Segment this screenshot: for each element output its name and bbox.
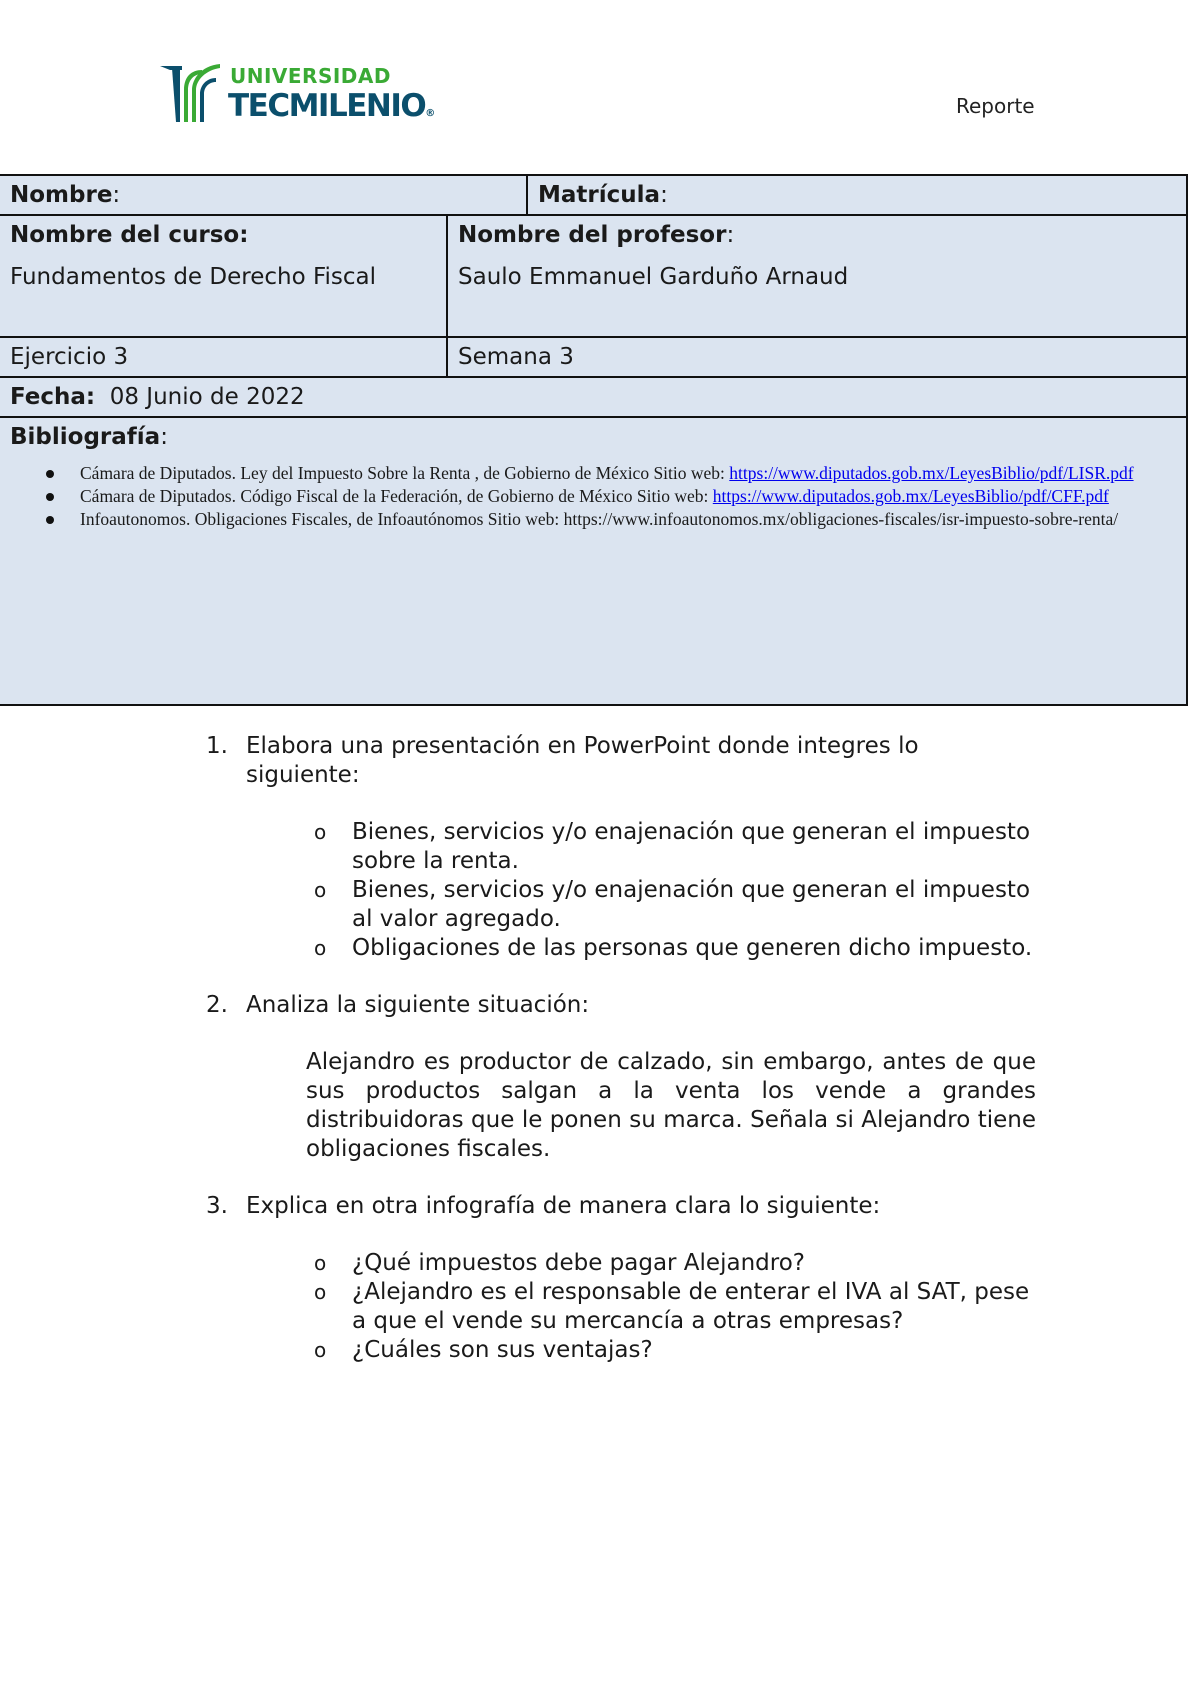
question-2: [206, 991, 1036, 1020]
question-number: 2.: [206, 992, 228, 1018]
bibliografia-link-cff[interactable]: https://www.diputados.gob.mx/LeyesBiblio/pdf/CFF.pdf: [712, 486, 1109, 506]
list-item: o ¿Qué impuestos debe pagar Alejandro?: [352, 1249, 1036, 1278]
bibliografia-item: [80, 485, 1178, 508]
bibliografia-text: Infoautonomos. Obligaciones Fiscales, de Infoautónomos Sitio web: https://www.infoautonomos.mx/obligaciones-fiscales/isr-impuesto-sobre-renta/: [80, 509, 1119, 529]
semana-cell: Semana 3: [447, 337, 1187, 377]
profesor-value: Saulo Emmanuel Garduño Arnaud: [458, 264, 849, 290]
assignment-instructions: [206, 732, 1036, 1365]
nombre-cell: Nombre:: [0, 175, 527, 215]
question-number: 3.: [206, 1193, 228, 1219]
question-text: Analiza la siguiente situación:: [246, 992, 590, 1018]
bibliografia-text: Cámara de Diputados. Código Fiscal de la Federación, de Gobierno de México Sitio web:: [80, 486, 713, 506]
tecmilenio-mark-icon: [158, 60, 228, 124]
bibliografia-label: Bibliografía: [10, 424, 161, 450]
situation-text: Alejandro es productor de calzado, sin embargo, antes de que sus productos salgan a la venta los vende a grandes distribuidoras que le ponen su marca. Señala si Alejandro tiene obligaciones fiscales.: [306, 1049, 1036, 1162]
question-text: Explica en otra infografía de manera clara lo siguiente:: [246, 1193, 881, 1219]
logo-word-tecmilenio: [228, 88, 435, 124]
university-logo: [158, 60, 458, 130]
fecha-label: Fecha:: [10, 384, 96, 410]
bibliografia-text: Cámara de Diputados. Ley del Impuesto Sobre la Renta , de Gobierno de México Sitio web:: [80, 463, 730, 483]
bibliografia-link-lisr[interactable]: https://www.diputados.gob.mx/LeyesBiblio/pdf/LISR.pdf: [729, 463, 1134, 483]
question-3-items: [206, 1249, 1036, 1365]
question-number: 1.: [206, 733, 228, 759]
list-item: o Obligaciones de las personas que generen dicho impuesto.: [352, 934, 1036, 963]
list-item: o Bienes, servicios y/o enajenación que generan el impuesto al valor agregado.: [352, 876, 1036, 934]
report-label: Reporte: [956, 94, 1035, 118]
bibliografia-item: [80, 508, 1178, 531]
question-1-items: [206, 818, 1036, 963]
profesor-label: Nombre del profesor: [458, 222, 727, 248]
logo-word-tecmilenio-text: TECMILENIO: [228, 88, 426, 124]
fecha-value: 08 Junio de 2022: [109, 384, 305, 410]
logo-registered-mark: ®: [425, 108, 436, 119]
curso-value: Fundamentos de Derecho Fiscal: [10, 264, 377, 290]
student-info-table: [0, 174, 1188, 706]
curso-cell: [0, 215, 447, 337]
bibliografia-item: [80, 462, 1178, 485]
matricula-label: Matrícula: [538, 182, 661, 208]
question-1: [206, 732, 1036, 790]
question-3: [206, 1192, 1036, 1221]
list-item: o Bienes, servicios y/o enajenación que generan el impuesto sobre la renta.: [352, 818, 1036, 876]
curso-label: Nombre del curso:: [10, 222, 249, 248]
list-item: o ¿Cuáles son sus ventajas?: [352, 1336, 1036, 1365]
bibliografia-cell: Bibliografía: Cámara de Diputados. Ley del Impuesto Sobre la Renta , de Gobierno de México Sitio web: https://www.diputados.gob.mx/LeyesBiblio/pdf/LISR.pdf Cámara de Diputados. Código Fiscal de la Federación, de Gobierno de México Sitio web: https://www.diputados.gob.mx/LeyesBiblio/pdf/CFF.pdf Infoautonomos. Obligaciones Fiscales, de Infoautónomos Sitio web: https://www.infoautonomos.mx/obligaciones-fiscales/isr-impuesto-sobre-renta/: [0, 417, 1187, 705]
question-text: Elabora una presentación en PowerPoint donde integres lo siguiente:: [246, 733, 919, 788]
list-item: o ¿Alejandro es el responsable de enterar el IVA al SAT, pese a que el vende su mercancía a otras empresas?: [352, 1278, 1036, 1336]
profesor-cell: Nombre del profesor: Saulo Emmanuel Garduño Arnaud: [447, 215, 1187, 337]
fecha-cell: [0, 377, 1187, 417]
nombre-label: Nombre: [10, 182, 113, 208]
ejercicio-cell: Ejercicio 3: [0, 337, 447, 377]
matricula-cell: Matrícula:: [527, 175, 1187, 215]
logo-word-universidad: UNIVERSIDAD: [230, 64, 391, 88]
bibliografia-list: [10, 462, 1178, 531]
